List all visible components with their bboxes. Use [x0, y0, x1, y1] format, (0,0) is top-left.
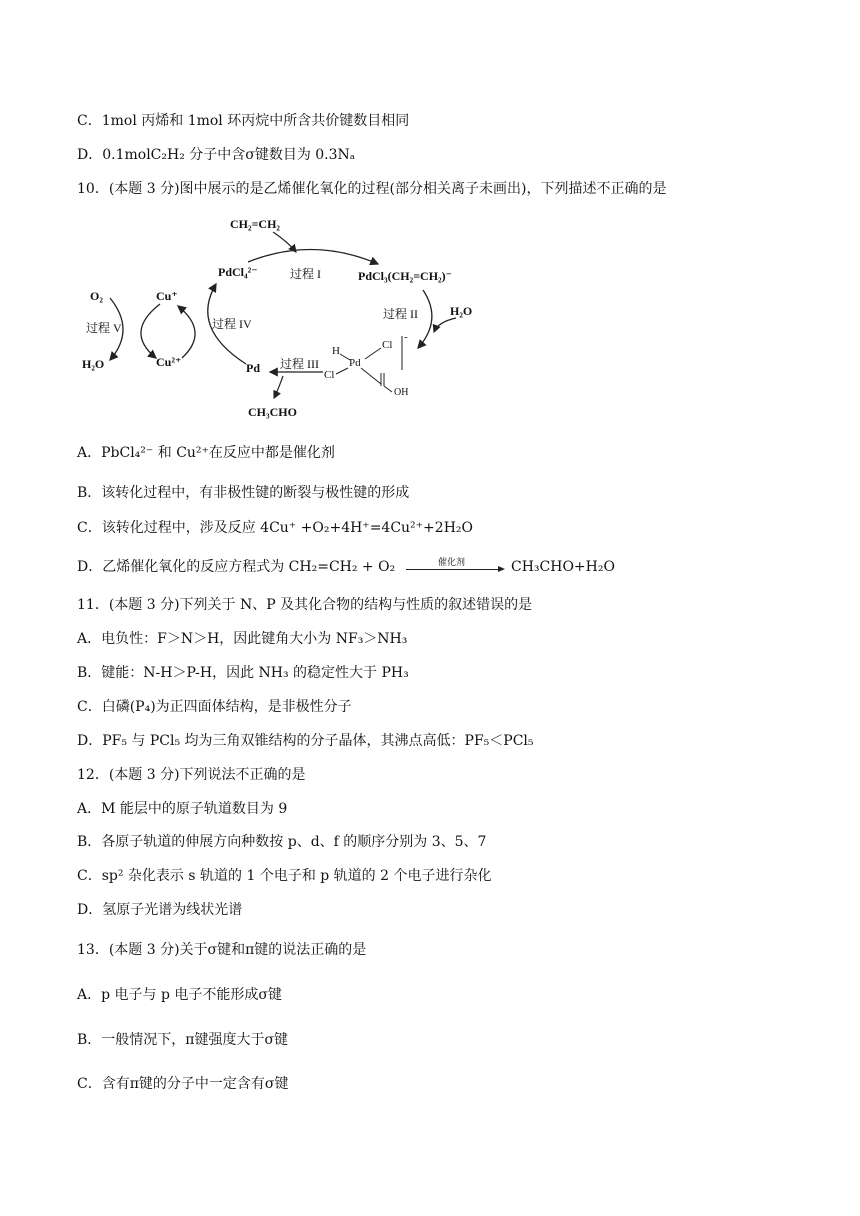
arrow-process-1	[248, 249, 378, 264]
complex-h: H	[332, 345, 340, 357]
pdcl3-label: PdCl₃(CH₂=CH₂)⁻	[358, 269, 452, 283]
process-5-label: 过程 V	[86, 321, 122, 335]
option-10-d-product: CH₃CHO+H₂O	[511, 559, 615, 575]
h2o-left-label: H₂O	[82, 357, 105, 371]
option-12-d: D．氢原子光谱为线状光谱	[77, 902, 243, 918]
process-1-label: 过程 I	[290, 267, 321, 281]
option-13-c: C．含有π键的分子中一定含有σ键	[77, 1076, 289, 1092]
complex-oh: OH	[394, 387, 409, 398]
option-10-d: D．乙烯催化氧化的反应方程式为 CH₂=CH₂ + O₂	[77, 559, 396, 575]
complex-charge: -	[404, 331, 408, 343]
complex-cl-top: Cl	[382, 339, 393, 351]
line-c-prev: C．1mol 丙烯和 1mol 环丙烷中所含共价键数目相同	[77, 113, 410, 129]
question-13: 13．(本题 3 分)关于σ键和π键的说法正确的是	[77, 942, 367, 958]
process-3-label: 过程 III	[280, 357, 319, 371]
ethylene-oxidation-diagram	[78, 208, 498, 426]
cu2-plus-label: Cu²⁺	[156, 355, 182, 369]
pdcl4-label: PdCl₄²⁻	[218, 265, 258, 279]
catalyst-arrow-line	[406, 569, 500, 570]
arrow-water-in	[434, 318, 456, 332]
arrow-cu-cycle-right	[178, 306, 195, 358]
o2-label: O₂	[90, 289, 103, 303]
question-10: 10．(本题 3 分)图中展示的是乙烯催化氧化的过程(部分相关离子未画出)，下列描述不正确的是	[77, 181, 667, 197]
option-10-b: B．该转化过程中，有非极性键的断裂与极性键的形成	[77, 485, 410, 501]
option-11-b: B．键能：N-H＞P-H，因此 NH₃ 的稳定性大于 PH₃	[77, 665, 409, 681]
acetaldehyde-label: CH₃CHO	[248, 405, 297, 419]
option-11-d: D．PF₅ 与 PCl₅ 均为三角双锥结构的分子晶体，其沸点高低：PF₅＜PCl₅	[77, 733, 534, 749]
pd-label: Pd	[246, 361, 261, 375]
complex-cl-left: Cl	[324, 369, 335, 381]
complex-pd: Pd	[349, 357, 361, 369]
option-10-a: A．PbCl₄²⁻ 和 Cu²⁺在反应中都是催化剂	[77, 445, 335, 461]
ethylene-label: CH₂=CH₂	[230, 217, 281, 231]
option-10-c: C．该转化过程中，涉及反应 4Cu⁺ +O₂+4H⁺=4Cu²⁺+2H₂O	[77, 520, 473, 536]
catalyst-arrow-head	[498, 566, 505, 572]
option-13-a: A．p 电子与 p 电子不能形成σ键	[77, 987, 282, 1003]
process-4-label: 过程 IV	[212, 317, 252, 331]
option-11-c: C．白磷(P₄)为正四面体结构，是非极性分子	[77, 699, 352, 715]
arrow-cu-cycle-left	[141, 304, 160, 358]
question-12: 12．(本题 3 分)下列说法不正确的是	[77, 767, 306, 783]
question-11: 11．(本题 3 分)下列关于 N、P 及其化合物的结构与性质的叙述错误的是	[77, 597, 533, 613]
catalyst-arrow	[406, 555, 504, 577]
arrow-process-2	[418, 290, 432, 348]
option-12-c: C．sp² 杂化表示 s 轨道的 1 个电子和 p 轨道的 2 个电子进行杂化	[77, 868, 492, 884]
arrow-ethylene-in	[273, 232, 296, 252]
arrow-acetaldehyde-out	[274, 376, 283, 398]
catalyst-label: 催化剂	[438, 558, 466, 568]
process-2-label: 过程 II	[383, 307, 418, 321]
line-d-prev: D．0.1molC₂H₂ 分子中含σ键数目为 0.3Nₐ	[77, 147, 356, 163]
water-label: H₂O	[450, 304, 473, 318]
option-13-b: B．一般情况下，π键强度大于σ键	[77, 1032, 289, 1048]
option-12-b: B．各原子轨道的伸展方向种数按 p、d、f 的顺序分别为 3、5、7	[77, 834, 487, 850]
cu-plus-label: Cu⁺	[156, 289, 178, 303]
option-11-a: A．电负性：F＞N＞H，因此键角大小为 NF₃＞NH₃	[77, 631, 408, 647]
option-12-a: A．M 能层中的原子轨道数目为 9	[77, 801, 288, 817]
